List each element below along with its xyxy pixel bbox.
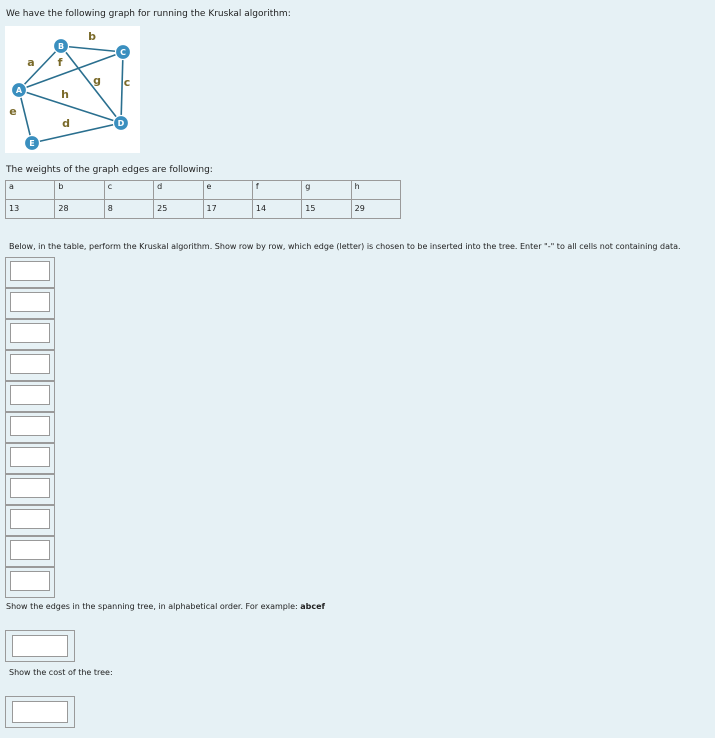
kruskal-step-row	[5, 412, 55, 443]
weight-value: 13	[6, 200, 55, 219]
weights-table	[5, 180, 401, 219]
edges-answer-box	[5, 630, 75, 662]
weights-value-row	[6, 200, 401, 219]
graph-edge-label-b: b	[88, 30, 96, 43]
graph-svg	[5, 26, 140, 153]
graph-edge-label-c: c	[123, 76, 131, 89]
edges-example: abcef	[300, 602, 326, 611]
graph-edge-label-e: e	[9, 105, 17, 118]
edges-label	[6, 602, 325, 611]
graph-edge-e	[19, 90, 32, 143]
weight-header: a	[6, 181, 55, 200]
kruskal-step-input-6[interactable]	[10, 416, 50, 436]
graph-edge-label-g: g	[93, 74, 101, 87]
weight-header: c	[104, 181, 153, 200]
graph-edge-label-h: h	[61, 88, 69, 101]
intro-text: We have the following graph for running the Kruskal algorithm:	[6, 9, 291, 19]
graph-edge-label-f: f	[57, 56, 63, 69]
kruskal-step-input-7[interactable]	[10, 447, 50, 467]
kruskal-step-row	[5, 350, 55, 381]
graph-figure	[5, 26, 140, 153]
kruskal-step-row	[5, 567, 55, 598]
instruction-text: Below, in the table, perform the Kruskal algorithm. Show row by row, which edge (letter) is chosen to be inserted into the tree. Enter "-" to all cells not containing data.	[9, 242, 681, 251]
cost-answer-input[interactable]	[12, 701, 68, 723]
kruskal-step-input-11[interactable]	[10, 571, 50, 591]
kruskal-step-row	[5, 319, 55, 350]
kruskal-step-input-4[interactable]	[10, 354, 50, 374]
kruskal-step-input-1[interactable]	[10, 261, 50, 281]
kruskal-step-input-5[interactable]	[10, 385, 50, 405]
weight-value: 25	[154, 200, 203, 219]
weights-label: The weights of the graph edges are following:	[6, 165, 213, 175]
kruskal-step-row	[5, 536, 55, 567]
weights-header-row	[6, 181, 401, 200]
graph-edge-h	[19, 90, 121, 123]
weight-value: 29	[351, 200, 400, 219]
graph-node-label-E: E	[29, 139, 35, 148]
kruskal-step-row	[5, 381, 55, 412]
graph-edge-label-a: a	[27, 56, 35, 69]
graph-edge-d	[32, 123, 121, 143]
graph-edge-b	[61, 46, 123, 52]
edges-label-text: Show the edges in the spanning tree, in alphabetical order. For example:	[6, 602, 301, 611]
cost-label: Show the cost of the tree:	[9, 668, 113, 677]
kruskal-step-row	[5, 505, 55, 536]
weight-value: 15	[302, 200, 351, 219]
weight-header: h	[351, 181, 400, 200]
weight-header: g	[302, 181, 351, 200]
weight-header: b	[55, 181, 104, 200]
weight-value: 14	[252, 200, 301, 219]
weight-header: f	[252, 181, 301, 200]
kruskal-steps-table	[5, 257, 55, 598]
weight-header: d	[154, 181, 203, 200]
edges-answer-input[interactable]	[12, 635, 68, 657]
kruskal-step-input-3[interactable]	[10, 323, 50, 343]
weight-value: 28	[55, 200, 104, 219]
kruskal-step-row	[5, 474, 55, 505]
graph-edge-c	[121, 52, 123, 123]
kruskal-step-row	[5, 443, 55, 474]
cost-answer-box	[5, 696, 75, 728]
weight-value: 17	[203, 200, 252, 219]
kruskal-step-input-10[interactable]	[10, 540, 50, 560]
graph-node-label-B: B	[57, 42, 65, 51]
graph-edge-g	[61, 46, 121, 123]
kruskal-step-input-2[interactable]	[10, 292, 50, 312]
kruskal-step-input-8[interactable]	[10, 478, 50, 498]
graph-edge-label-d: d	[62, 117, 70, 130]
graph-node-label-C: C	[120, 48, 126, 57]
kruskal-step-row	[5, 288, 55, 319]
graph-node-label-D: D	[117, 119, 125, 128]
graph-node-label-A: A	[15, 86, 23, 95]
weight-value: 8	[104, 200, 153, 219]
weight-header: e	[203, 181, 252, 200]
graph-edge-a	[19, 46, 61, 90]
kruskal-step-row	[5, 257, 55, 288]
kruskal-step-input-9[interactable]	[10, 509, 50, 529]
